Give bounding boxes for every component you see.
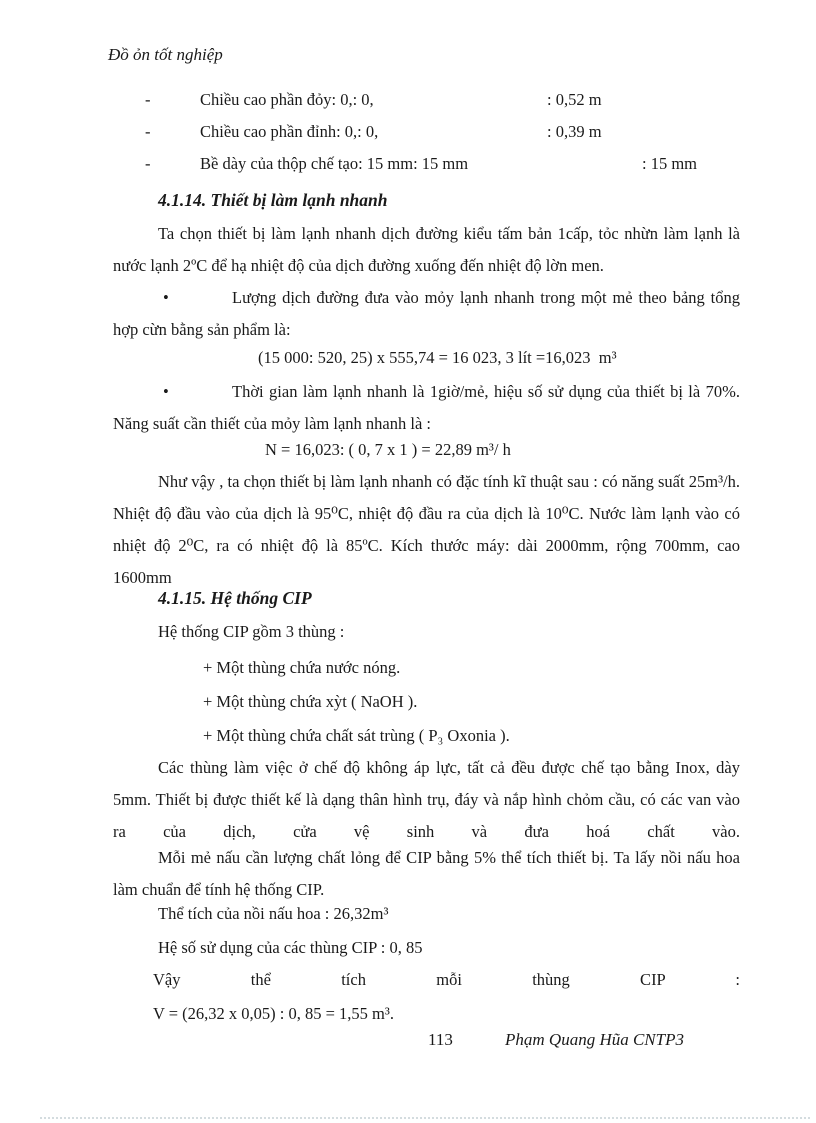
dash-marker: - xyxy=(145,154,151,173)
bullet-item-cooling-time xyxy=(113,376,740,440)
bullet-marker: • xyxy=(163,288,169,307)
page-footer xyxy=(113,1028,740,1052)
page-number: 113 xyxy=(428,1030,453,1049)
paragraph-cooling-summary: Như vậy , ta chọn thiết bị làm lạnh nhanh có đặc tính kĩ thuật sau : có năng suất 25m³/h. Nhiệt độ đầu vào của dịch là 95⁰C, nhiệt độ đầu ra của dịch là 10⁰C. Nước làm lạnh vào có nhiệt độ 2⁰C, ra có nhiệt độ là 85ºC. Kích thước máy: dài 2000mm, rộng 700mm, cao 1600mm xyxy=(113,472,740,587)
dash-marker: - xyxy=(145,90,151,109)
bullet-text-wort-volume: Lượng dịch đường đưa vào mỏy lạnh nhanh trong một mẻ theo bảng tổng hợp cừn bằng sản phẩm là: xyxy=(113,288,740,339)
paragraph-tanks-detail: Các thùng làm việc ở chế độ không áp lực, tất cả đều được chế tạo bằng Inox, dày 5mm. Thiết bị được thiết kế là dạng thân hình trụ, đáy và nắp hình chỏm cầu, có các van vào ra của dịch, cửa vệ sinh và đưa hoá chất vào. xyxy=(113,758,740,841)
spec-value: : 15 mm xyxy=(642,154,698,173)
bullet-item-wort-volume xyxy=(113,282,740,346)
dash-marker: - xyxy=(145,122,151,141)
spec-label: Chiều cao phần đỉnh: 0,: 0, xyxy=(200,122,379,141)
spec-label: Chiều cao phần đỏy: 0,: 0, xyxy=(200,90,374,109)
paragraph-batch-note: Mỗi mẻ nấu cần lượng chất lỏng để CIP bằng 5% thể tích thiết bị. Ta lấy nồi nấu hoa làm chuẩn để tính hệ thống CIP. xyxy=(113,848,740,899)
spec-list xyxy=(113,84,740,180)
section-heading-4-1-15: 4.1.15. Hệ thống CIP xyxy=(158,588,312,608)
spec-row-top-height xyxy=(113,116,740,148)
line-kettle-volume: Thể tích của nồi nấu hoa : 26,32m³ xyxy=(158,904,389,923)
spec-value: : 0,52 m xyxy=(547,90,602,109)
paragraph-cip-intro: Hệ thống CIP gồm 3 thùng : xyxy=(158,622,345,641)
formula-tank-volume: V = (26,32 x 0,05) : 0, 85 = 1,55 m³. xyxy=(153,1004,394,1023)
paragraph-cooling-intro: Ta chọn thiết bị làm lạnh nhanh dịch đường kiểu tấm bản 1cấp, tỏc nhừn làm lạnh là nước lạnh 2ºC để hạ nhiệt độ của dịch đường xuống đến nhiệt độ lờn men. xyxy=(113,224,740,275)
footer-author: Phạm Quang Hũa CNTP3 xyxy=(505,1030,684,1049)
line-conclusion: Vậy thể tích mỗi thùng CIP : xyxy=(153,970,740,989)
document-header-title: Đồ ỏn tốt nghiệp xyxy=(108,45,223,64)
spec-row-body-height xyxy=(113,84,740,116)
spec-row-steel-thickness xyxy=(113,148,740,180)
cip-tank-item-disinfectant: + Một thùng chứa chất sát trùng ( P₃ Oxonia ). xyxy=(203,726,510,745)
formula-wort-volume: (15 000: 520, 25) x 555,74 = 16 023, 3 lít =16,023 m³ xyxy=(258,348,617,367)
spec-value: : 0,39 m xyxy=(547,122,602,141)
bullet-text-cooling-time: Thời gian làm lạnh nhanh là 1giờ/mẻ, hiệu số sử dụng của thiết bị là 70%. Năng suất cần thiết của mỏy làm lạnh nhanh là : xyxy=(113,382,740,433)
section-heading-4-1-14: 4.1.14. Thiết bị làm lạnh nhanh xyxy=(158,190,388,210)
bullet-marker: • xyxy=(163,382,169,401)
cip-tank-item-hot-water: + Một thùng chứa nước nóng. xyxy=(203,658,401,677)
page-bottom-dotted-line xyxy=(40,1117,810,1119)
line-usage-coefficient: Hệ số sử dụng của các thùng CIP : 0, 85 xyxy=(158,938,423,957)
cip-tank-item-naoh: + Một thùng chứa xỳt ( NaOH ). xyxy=(203,692,418,711)
spec-label: Bề dày của thộp chế tạo: 15 mm: 15 mm xyxy=(200,154,469,173)
formula-required-capacity: N = 16,023: ( 0, 7 x 1 ) = 22,89 m³/ h xyxy=(265,440,511,459)
